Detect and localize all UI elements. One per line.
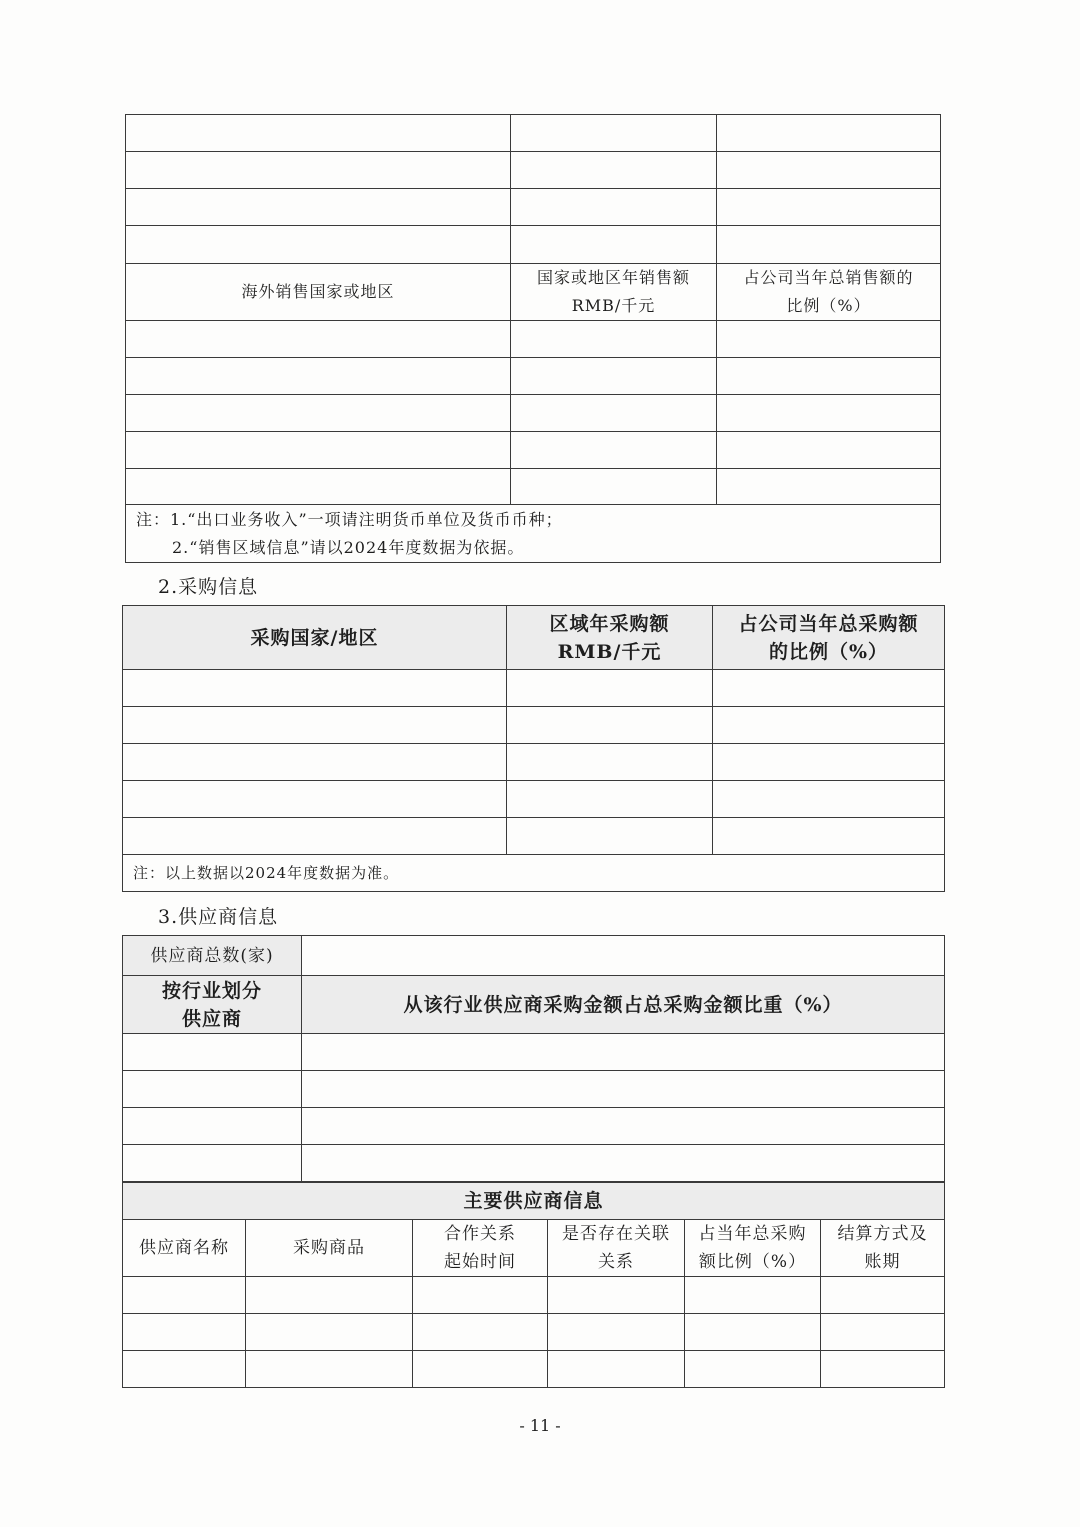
main-supplier-header-row [123, 1220, 945, 1277]
header-annual-purchase: 区域年采购额 RMB/千元 [507, 606, 713, 670]
header-purchase-region: 采购国家/地区 [123, 606, 507, 670]
header-cooperation-start: 合作关系 起始时间 [413, 1220, 548, 1277]
purchase-note-row [123, 855, 945, 892]
table-row [126, 189, 941, 226]
table-row [123, 1277, 945, 1314]
table-row [126, 226, 941, 264]
header-related-party: 是否存在关联 关系 [548, 1220, 685, 1277]
purchase-section-title: 2.采购信息 [158, 576, 259, 598]
header-sales-share: 占公司当年总销售额的 比例（%） [717, 264, 941, 321]
table-row [123, 1108, 945, 1145]
table-row [123, 744, 945, 781]
main-supplier-title: 主要供应商信息 [123, 1183, 945, 1220]
supplier-industry-header-row [123, 976, 945, 1034]
table-row [123, 1071, 945, 1108]
table-row [123, 781, 945, 818]
table-row [126, 358, 941, 395]
table-row [123, 1351, 945, 1388]
sales-header-row [126, 264, 941, 321]
page-number: - 11 - [519, 1416, 561, 1435]
supplier-section-title: 3.供应商信息 [158, 906, 279, 928]
table-row [126, 469, 941, 505]
table-row [123, 707, 945, 744]
table-row [123, 1314, 945, 1351]
supplier-total-row [123, 936, 945, 976]
header-purchase-share: 占公司当年总采购额 的比例（%） [713, 606, 945, 670]
table-row [123, 670, 945, 707]
sales-notes: 注：1.“出口业务收入”一项请注明货币单位及货币币种； 2.“销售区域信息”请以2024年度数据为依据。 [126, 505, 941, 563]
sales-region-table [125, 114, 941, 563]
table-row [123, 818, 945, 855]
supplier-total-label: 供应商总数(家) [123, 936, 302, 976]
header-purchase-ratio: 占当年总采购 额比例（%） [685, 1220, 821, 1277]
header-settlement-terms: 结算方式及 账期 [821, 1220, 945, 1277]
purchase-note: 注：以上数据以2024年度数据为准。 [123, 855, 945, 892]
table-row [126, 115, 941, 152]
purchase-table [122, 605, 945, 892]
table-row [123, 1145, 945, 1182]
table-row [123, 1034, 945, 1071]
main-supplier-table [122, 1182, 945, 1388]
header-annual-sales: 国家或地区年销售额 RMB/千元 [511, 264, 717, 321]
supplier-industry-table [122, 935, 945, 1182]
table-row [126, 152, 941, 189]
sales-notes-row [126, 505, 941, 563]
table-row [126, 395, 941, 432]
header-supplier-name: 供应商名称 [123, 1220, 246, 1277]
table-row [126, 432, 941, 469]
header-overseas-region: 海外销售国家或地区 [126, 264, 511, 321]
header-purchased-goods: 采购商品 [246, 1220, 413, 1277]
industry-label: 按行业划分 供应商 [123, 976, 302, 1034]
supplier-total-value [302, 936, 945, 976]
table-row [126, 321, 941, 358]
purchase-header-row [123, 606, 945, 670]
industry-share-label: 从该行业供应商采购金额占总采购金额比重（%） [302, 976, 945, 1034]
main-supplier-title-row [123, 1183, 945, 1220]
